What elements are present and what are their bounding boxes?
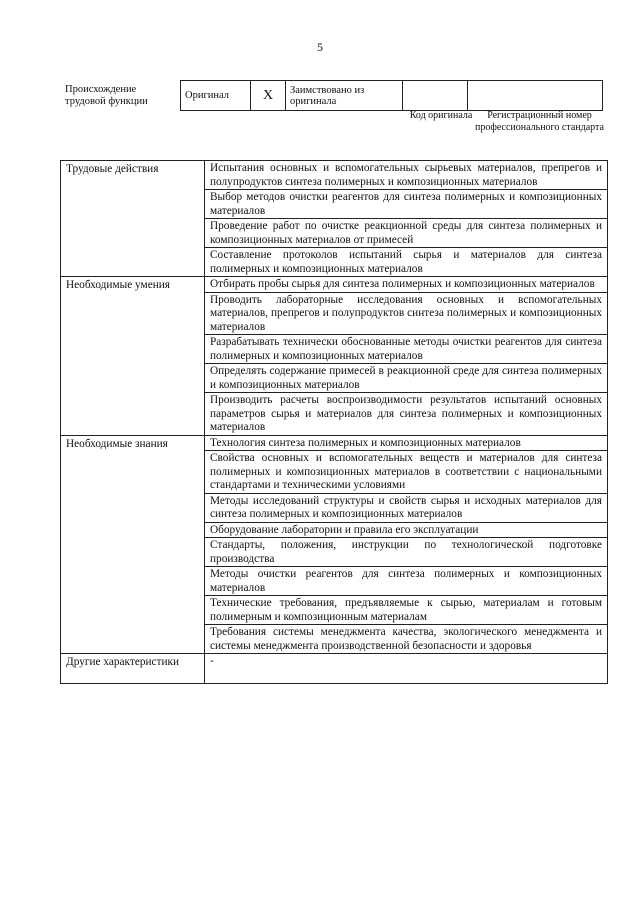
section-item: Методы очистки реагентов для синтеза полимерных и композиционных материалов	[205, 567, 608, 596]
labor-function-table	[60, 160, 608, 684]
code-original-label: Код оригинала	[409, 110, 473, 121]
section-title: Трудовые действия	[61, 161, 205, 277]
section-item: Оборудование лаборатории и правила его эксплуатации	[205, 522, 608, 538]
code-cell	[403, 81, 468, 111]
section-title: Другие характеристики	[61, 654, 205, 684]
registration-number-label: Регистрационный номер профессионального стандарта	[475, 110, 604, 133]
page-number: 5	[317, 40, 323, 54]
section-item: Стандарты, положения, инструкции по технологической подготовке производства	[205, 538, 608, 567]
table-row	[61, 435, 608, 451]
section-title: Необходимые умения	[61, 277, 205, 436]
section-item: Свойства основных и вспомогательных веществ и материалов для синтеза полимерных и композиционных материалов в соответствии с национальными стандартами и техническими условиями	[205, 451, 608, 494]
reg-number-cell	[468, 81, 603, 111]
section-item: Проводить лабораторные исследования основных и вспомогательных материалов, препрегов и полупродуктов синтеза полимерных и композиционных материалов	[205, 292, 608, 335]
origin-label: Происхождение трудовой функции	[65, 84, 148, 107]
section-item: Испытания основных и вспомогательных сырьевых материалов, препрегов и полупродуктов синтеза полимерных и композиционных материалов	[205, 161, 608, 190]
table-row	[61, 654, 608, 684]
section-item: Требования системы менеджмента качества, экологического менеджмента и системы менеджмента производственной безопасности и здоровья	[205, 625, 608, 654]
section-item: -	[205, 654, 608, 684]
original-mark: X	[251, 81, 286, 111]
section-item: Определять содержание примесей в реакционной среде для синтеза полимерных и композиционных материалов	[205, 364, 608, 393]
section-title: Необходимые знания	[61, 435, 205, 654]
table-row	[61, 277, 608, 293]
section-item: Разрабатывать технически обоснованные методы очистки реагентов для синтеза полимерных и композиционных материалов	[205, 335, 608, 364]
section-item: Производить расчеты воспроизводимости результатов испытаний основных параметров сырья и материалов для синтеза полимерных и композиционных материалов	[205, 393, 608, 436]
borrowed-cell: Заимствовано из оригинала	[286, 81, 403, 111]
section-item: Технология синтеза полимерных и композиционных материалов	[205, 435, 608, 451]
origin-table	[180, 80, 603, 111]
section-item: Отбирать пробы сырья для синтеза полимерных и композиционных материалов	[205, 277, 608, 293]
section-item: Проведение работ по очистке реакционной среды для синтеза полимерных и композиционных материалов от примесей	[205, 219, 608, 248]
section-item: Методы исследований структуры и свойств сырья и исходных материалов для синтеза полимерных и композиционных материалов	[205, 493, 608, 522]
section-item: Выбор методов очистки реагентов для синтеза полимерных и композиционных материалов	[205, 190, 608, 219]
section-item: Составление протоколов испытаний сырья и материалов для синтеза полимерных и композиционных материалов	[205, 248, 608, 277]
original-cell: Оригинал	[181, 81, 251, 111]
section-item: Технические требования, предъявляемые к сырью, материалам и готовым полимерным и композиционным материалам	[205, 596, 608, 625]
table-row	[61, 161, 608, 190]
